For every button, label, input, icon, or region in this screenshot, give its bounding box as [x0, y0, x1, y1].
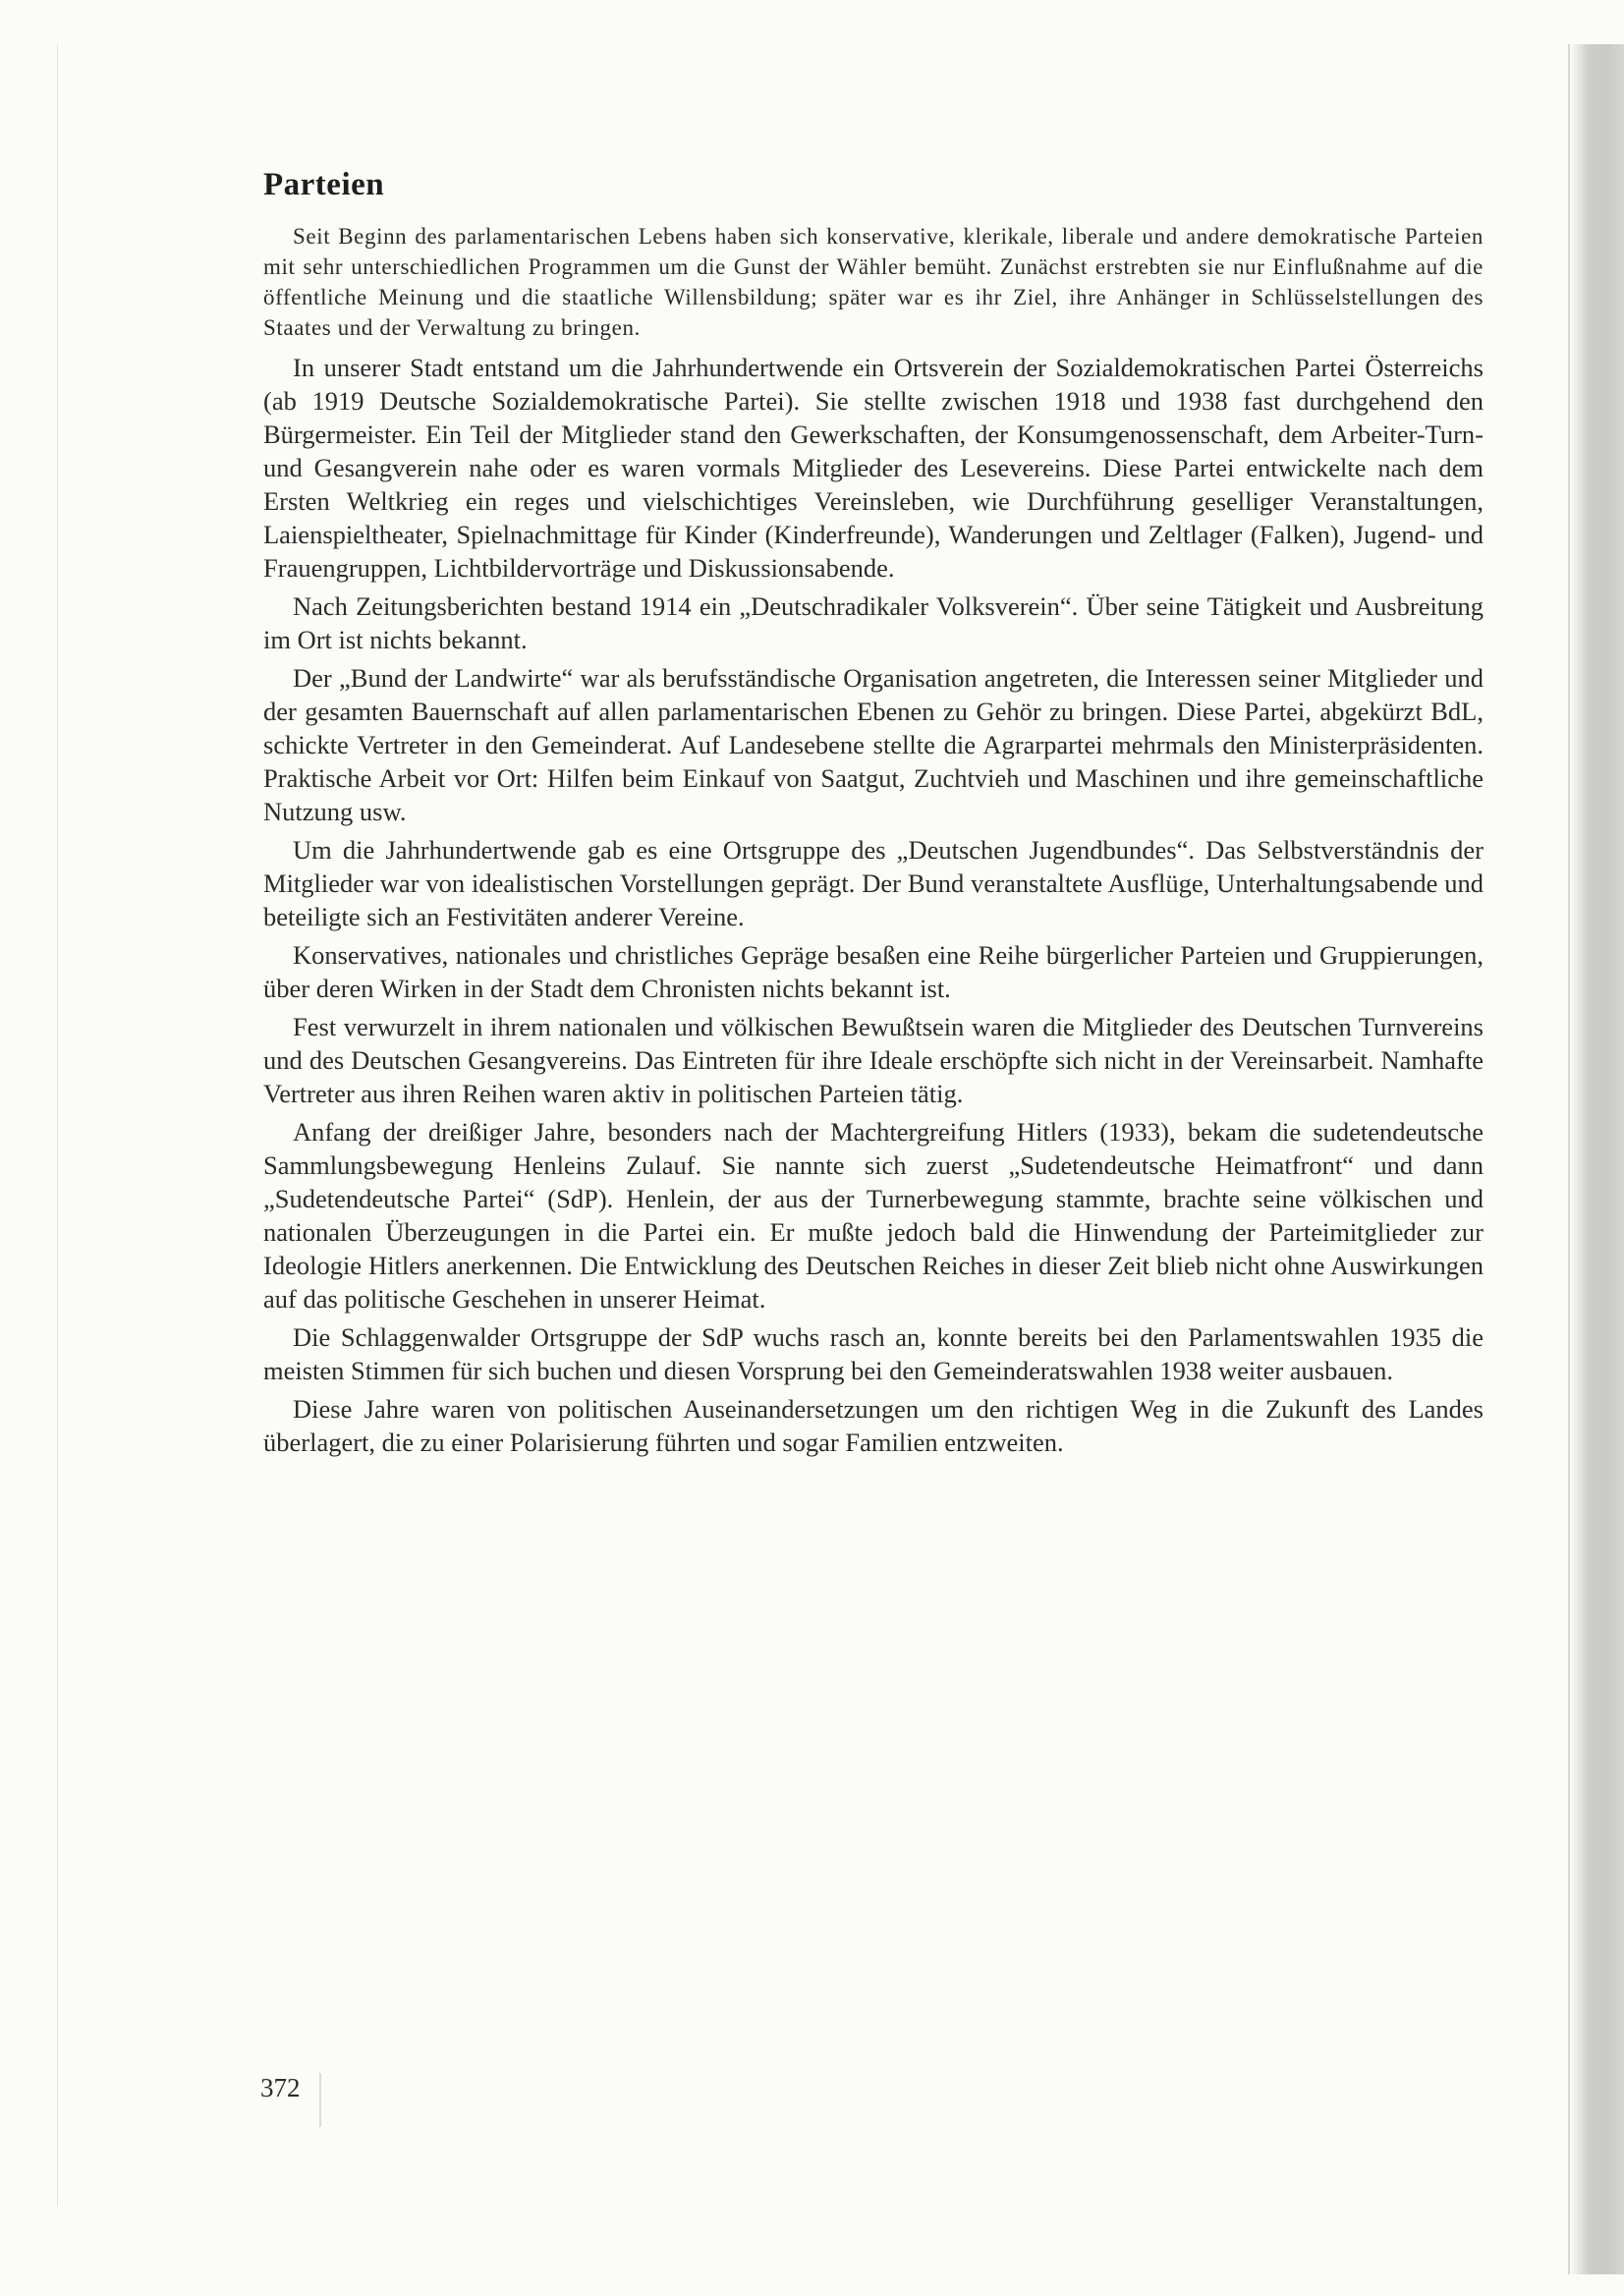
paragraph-conservative-parties: Konservatives, nationales und christliches Gepräge besaßen eine Reihe bürgerlicher Parteien und Gruppierungen, über deren Wirken in der Stadt dem Chronisten nichts bekannt ist.: [263, 940, 1484, 1003]
paragraph-volksverein: Nach Zeitungsberichten bestand 1914 ein „Deutschradikaler Volksverein“. Über seine Tätigkeit und Ausbreitung im Ort ist nichts bekannt.: [263, 591, 1484, 654]
paragraph-sdp-elections: Die Schlaggenwalder Ortsgruppe der SdP wuchs rasch an, konnte bereits bei den Parlamentswahlen 1935 die meisten Stimmen für sich buchen und diesen Vorsprung bei den Gemeinderatswahlen 1938 weiter ausbauen.: [263, 1322, 1484, 1385]
paragraph-turnverein: Fest verwurzelt in ihrem nationalen und völkischen Bewußtsein waren die Mitglieder des Deutschen Turnvereins und des Deutschen Gesangvereins. Das Eintreten für ihre Ideale erschöpfte sich nicht in der Vereinsarbeit. Namhafte Vertreter aus ihren Reihen waren aktiv in politischen Parteien tätig.: [263, 1012, 1484, 1108]
paragraph-social-democrats: In unserer Stadt entstand um die Jahrhundertwende ein Ortsverein der Sozialdemokratischen Partei Österreichs (ab 1919 Deutsche Sozialdemokratische Partei). Sie stellte zwischen 1918 und 1938 fast durchgehend den Bürgermeister. Ein Teil der Mitglieder stand den Gewerkschaften, der Konsumgenossenschaft, dem Arbeiter-Turn- und Gesangverein nahe oder es waren vormals Mitglieder des Lesevereins. Diese Partei entwickelte nach dem Ersten Weltkrieg ein reges und vielschichtiges Vereinsleben, wie Durchführung geselliger Veranstaltungen, Laienspieltheater, Spielnachmittage für Kinder (Kinderfreunde), Wanderungen und Zeltlager (Falken), Jugend- und Frauengruppen, Lichtbildervorträge und Diskussionsabende.: [263, 353, 1484, 583]
scan-artifact-mark: [319, 2073, 321, 2127]
paragraph-bund-der-landwirte: Der „Bund der Landwirte“ war als berufsständische Organisation angetreten, die Interessen seiner Mitglieder und der gesamten Bauernschaft auf allen parlamentarischen Ebenen zu Gehör zu bringen. Diese Partei, abgekürzt BdL, schickte Vertreter in den Gemeinderat. Auf Landesebene stellte die Agrarpartei mehrmals den Ministerpräsidenten. Praktische Arbeit vor Ort: Hilfen beim Einkauf von Saatgut, Zuchtvieh und Maschinen und ihre gemeinschaftliche Nutzung usw.: [263, 663, 1484, 826]
page-content: [263, 167, 1484, 1464]
intro-paragraph: Seit Beginn des parlamentarischen Lebens haben sich konservative, klerikale, liberale und andere demokratische Parteien mit sehr unterschiedlichen Programmen um die Gunst der Wähler bemüht. Zunächst erstrebten sie nur Einflußnahme auf die öffentliche Meinung und die staatliche Willensbildung; später war es ihr Ziel, ihre Anhänger in Schlüsselstellungen des Staates und der Verwaltung zu bringen.: [263, 224, 1484, 340]
paragraph-henlein: Anfang der dreißiger Jahre, besonders nach der Machtergreifung Hitlers (1933), bekam die sudetendeutsche Sammlungsbewegung Henleins Zulauf. Sie nannte sich zuerst „Sudetendeutsche Heimatfront“ und dann „Sudetendeutsche Partei“ (SdP). Henlein, der aus der Turnerbewegung stammte, brachte seine völkischen und nationalen Überzeugungen in die Partei ein. Er mußte jedoch bald die Hinwendung der Parteimitglieder zur Ideologie Hitlers anerkennen. Die Entwicklung des Deutschen Reiches in dieser Zeit blieb nicht ohne Auswirkungen auf das politische Geschehen in unserer Heimat.: [263, 1117, 1484, 1314]
page-number: 372: [260, 2073, 301, 2102]
scan-artifact-line: [57, 44, 58, 2206]
section-heading: Parteien: [263, 167, 385, 202]
paragraph-polarisation: Diese Jahre waren von politischen Auseinandersetzungen um den richtigen Weg in die Zukunft des Landes überlagert, die zu einer Polarisierung führten und sogar Familien entzweiten.: [263, 1394, 1484, 1457]
binding-shadow: [1570, 44, 1624, 2274]
paragraph-jugendbund: Um die Jahrhundertwende gab es eine Ortsgruppe des „Deutschen Jugendbundes“. Das Selbstverständnis der Mitglieder war von idealistischen Vorstellungen geprägt. Der Bund veranstaltete Ausflüge, Unterhaltungsabende und beteiligte sich an Festivitäten anderer Vereine.: [263, 835, 1484, 931]
